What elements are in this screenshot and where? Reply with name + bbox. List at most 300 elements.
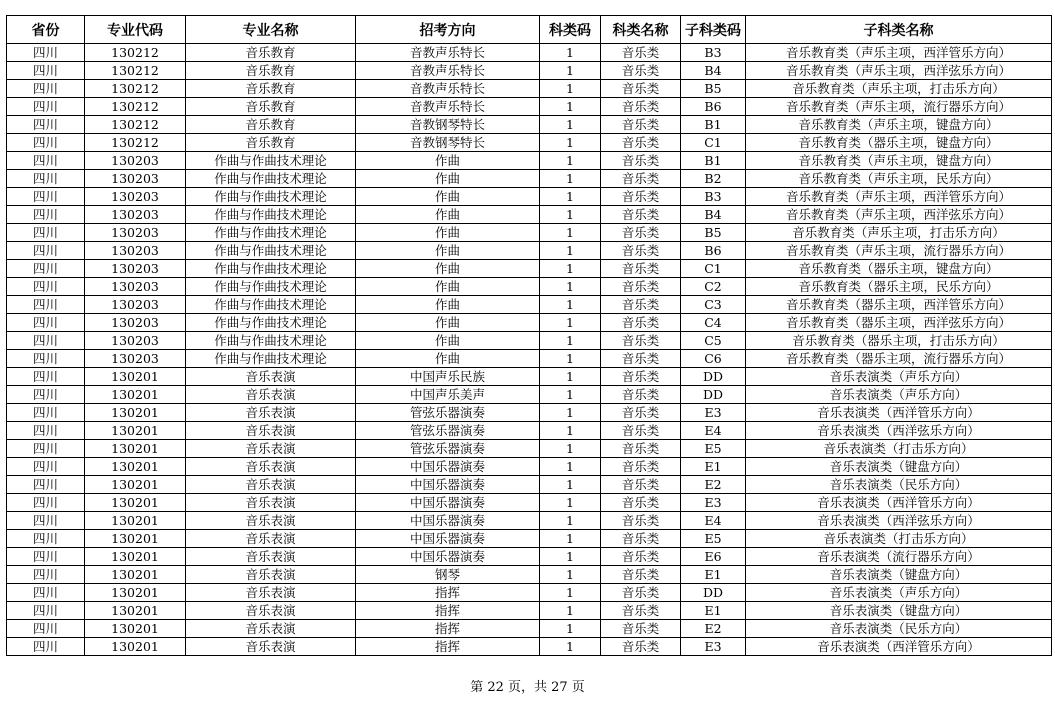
major-code-cell: 130201 [85, 494, 186, 512]
province-cell: 四川 [7, 80, 85, 98]
major-name-cell: 作曲与作曲技术理论 [186, 224, 356, 242]
province-cell: 四川 [7, 350, 85, 368]
category-code-cell: 1 [540, 206, 601, 224]
page-number: 第 22 页，共 27 页 [470, 680, 585, 695]
major-code-cell: 130203 [85, 314, 186, 332]
major-code-cell: 130212 [85, 98, 186, 116]
category-name-cell: 音乐类 [601, 98, 681, 116]
category-code-cell: 1 [540, 602, 601, 620]
major-name-cell: 音乐表演 [186, 512, 356, 530]
category-code-cell: 1 [540, 620, 601, 638]
province-cell: 四川 [7, 170, 85, 188]
category-code-cell: 1 [540, 422, 601, 440]
subcategory-name-cell: 音乐表演类（民乐方向） [746, 620, 1052, 638]
table-row [7, 116, 1052, 134]
major-code-cell: 130201 [85, 404, 186, 422]
category-name-cell: 音乐类 [601, 332, 681, 350]
subcategory-code-cell: C5 [681, 332, 746, 350]
subcategory-code-cell: E3 [681, 404, 746, 422]
table-row [7, 602, 1052, 620]
major-code-cell: 130203 [85, 260, 186, 278]
major-name-cell: 音乐教育 [186, 80, 356, 98]
major-name-cell: 音乐教育 [186, 116, 356, 134]
exam-direction-cell: 音教声乐特长 [356, 44, 540, 62]
category-name-cell: 音乐类 [601, 260, 681, 278]
province-cell: 四川 [7, 62, 85, 80]
table-row [7, 368, 1052, 386]
category-name-cell: 音乐类 [601, 476, 681, 494]
subcategory-code-cell: E5 [681, 530, 746, 548]
major-code-cell: 130201 [85, 386, 186, 404]
category-code-cell: 1 [540, 80, 601, 98]
table-row [7, 62, 1052, 80]
subcategory-name-cell: 音乐表演类（西洋管乐方向） [746, 638, 1052, 656]
category-code-cell: 1 [540, 386, 601, 404]
major-name-cell: 音乐表演 [186, 386, 356, 404]
exam-direction-cell: 中国乐器演奏 [356, 512, 540, 530]
subcategory-name-cell: 音乐表演类（西洋弦乐方向） [746, 422, 1052, 440]
exam-direction-cell: 管弦乐器演奏 [356, 404, 540, 422]
province-cell: 四川 [7, 134, 85, 152]
province-cell: 四川 [7, 116, 85, 134]
major-name-cell: 音乐表演 [186, 548, 356, 566]
exam-direction-cell: 音教声乐特长 [356, 98, 540, 116]
table-row [7, 440, 1052, 458]
table-row [7, 584, 1052, 602]
category-code-cell: 1 [540, 314, 601, 332]
major-name-cell: 作曲与作曲技术理论 [186, 170, 356, 188]
table-row [7, 260, 1052, 278]
subcategory-code-cell: B6 [681, 242, 746, 260]
category-name-cell: 音乐类 [601, 566, 681, 584]
subcategory-name-cell: 音乐表演类（声乐方向） [746, 584, 1052, 602]
category-name-cell: 音乐类 [601, 314, 681, 332]
major-name-cell: 音乐表演 [186, 476, 356, 494]
major-name-cell: 音乐表演 [186, 620, 356, 638]
category-code-cell: 1 [540, 224, 601, 242]
subcategory-name-cell: 音乐教育类（声乐主项，西洋管乐方向） [746, 44, 1052, 62]
exam-direction-cell: 作曲 [356, 170, 540, 188]
exam-direction-cell: 管弦乐器演奏 [356, 422, 540, 440]
major-name-cell: 作曲与作曲技术理论 [186, 332, 356, 350]
subcategory-code-cell: C3 [681, 296, 746, 314]
exam-direction-cell: 作曲 [356, 332, 540, 350]
major-name-cell: 作曲与作曲技术理论 [186, 188, 356, 206]
major-code-cell: 130201 [85, 638, 186, 656]
major-code-cell: 130203 [85, 188, 186, 206]
province-cell: 四川 [7, 422, 85, 440]
province-cell: 四川 [7, 368, 85, 386]
subcategory-name-cell: 音乐表演类（声乐方向） [746, 368, 1052, 386]
province-cell: 四川 [7, 152, 85, 170]
exam-direction-cell: 中国声乐美声 [356, 386, 540, 404]
category-name-cell: 音乐类 [601, 62, 681, 80]
major-name-cell: 音乐表演 [186, 422, 356, 440]
subcategory-name-cell: 音乐教育类（声乐主项，民乐方向） [746, 170, 1052, 188]
province-cell: 四川 [7, 44, 85, 62]
category-name-cell: 音乐类 [601, 134, 681, 152]
category-name-cell: 音乐类 [601, 602, 681, 620]
major-name-cell: 音乐教育 [186, 98, 356, 116]
category-name-cell: 音乐类 [601, 422, 681, 440]
category-code-cell: 1 [540, 458, 601, 476]
major-name-cell: 作曲与作曲技术理论 [186, 260, 356, 278]
category-code-cell: 1 [540, 296, 601, 314]
table-row [7, 404, 1052, 422]
exam-direction-cell: 音教声乐特长 [356, 62, 540, 80]
category-code-cell: 1 [540, 368, 601, 386]
category-name-cell: 音乐类 [601, 188, 681, 206]
category-name-cell: 音乐类 [601, 242, 681, 260]
exam-direction-cell: 中国声乐民族 [356, 368, 540, 386]
exam-direction-cell: 作曲 [356, 206, 540, 224]
category-name-cell: 音乐类 [601, 44, 681, 62]
table-row [7, 476, 1052, 494]
major-code-cell: 130203 [85, 350, 186, 368]
table-row [7, 620, 1052, 638]
major-code-cell: 130212 [85, 80, 186, 98]
major-name-cell: 作曲与作曲技术理论 [186, 278, 356, 296]
subcategory-name-cell: 音乐教育类（器乐主项，键盘方向） [746, 260, 1052, 278]
subcategory-name-cell: 音乐表演类（键盘方向） [746, 602, 1052, 620]
major-code-cell: 130203 [85, 242, 186, 260]
category-code-cell: 1 [540, 530, 601, 548]
major-name-cell: 音乐表演 [186, 494, 356, 512]
category-code-cell: 1 [540, 638, 601, 656]
province-cell: 四川 [7, 530, 85, 548]
major-name-cell: 音乐表演 [186, 404, 356, 422]
subcategory-name-cell: 音乐表演类（民乐方向） [746, 476, 1052, 494]
category-code-cell: 1 [540, 440, 601, 458]
province-cell: 四川 [7, 458, 85, 476]
table-row [7, 422, 1052, 440]
subcategory-name-cell: 音乐表演类（西洋管乐方向） [746, 494, 1052, 512]
category-name-cell: 音乐类 [601, 404, 681, 422]
data-table [6, 15, 1052, 656]
category-code-cell: 1 [540, 512, 601, 530]
category-name-cell: 音乐类 [601, 296, 681, 314]
category-code-cell: 1 [540, 566, 601, 584]
subcategory-code-cell: B1 [681, 116, 746, 134]
exam-direction-cell: 作曲 [356, 242, 540, 260]
category-code-cell: 1 [540, 62, 601, 80]
major-code-cell: 130212 [85, 62, 186, 80]
table-row [7, 80, 1052, 98]
category-code-cell: 1 [540, 260, 601, 278]
table-row [7, 638, 1052, 656]
category-code-cell: 1 [540, 476, 601, 494]
major-code-cell: 130201 [85, 440, 186, 458]
major-code-cell: 130203 [85, 152, 186, 170]
subcategory-code-cell: B5 [681, 80, 746, 98]
category-name-cell: 音乐类 [601, 512, 681, 530]
exam-direction-cell: 指挥 [356, 602, 540, 620]
exam-direction-cell: 中国乐器演奏 [356, 494, 540, 512]
header-major-code: 专业代码 [85, 16, 186, 44]
header-major-name: 专业名称 [186, 16, 356, 44]
major-code-cell: 130201 [85, 476, 186, 494]
category-code-cell: 1 [540, 134, 601, 152]
exam-direction-cell: 作曲 [356, 278, 540, 296]
major-code-cell: 130201 [85, 422, 186, 440]
category-code-cell: 1 [540, 170, 601, 188]
major-name-cell: 音乐表演 [186, 440, 356, 458]
province-cell: 四川 [7, 638, 85, 656]
header-subcategory-name: 子科类名称 [746, 16, 1052, 44]
subcategory-name-cell: 音乐表演类（声乐方向） [746, 386, 1052, 404]
major-code-cell: 130212 [85, 44, 186, 62]
major-name-cell: 作曲与作曲技术理论 [186, 296, 356, 314]
table-row [7, 386, 1052, 404]
category-name-cell: 音乐类 [601, 458, 681, 476]
category-name-cell: 音乐类 [601, 224, 681, 242]
province-cell: 四川 [7, 620, 85, 638]
exam-direction-cell: 中国乐器演奏 [356, 548, 540, 566]
exam-direction-cell: 音教钢琴特长 [356, 134, 540, 152]
table-row [7, 332, 1052, 350]
exam-direction-cell: 作曲 [356, 152, 540, 170]
subcategory-code-cell: B2 [681, 170, 746, 188]
subcategory-code-cell: E2 [681, 476, 746, 494]
major-code-cell: 130212 [85, 134, 186, 152]
major-code-cell: 130201 [85, 368, 186, 386]
exam-direction-cell: 指挥 [356, 584, 540, 602]
subcategory-code-cell: E4 [681, 512, 746, 530]
major-name-cell: 作曲与作曲技术理论 [186, 152, 356, 170]
table-row [7, 170, 1052, 188]
major-name-cell: 音乐教育 [186, 44, 356, 62]
category-name-cell: 音乐类 [601, 584, 681, 602]
exam-direction-cell: 作曲 [356, 260, 540, 278]
table-row [7, 224, 1052, 242]
major-name-cell: 作曲与作曲技术理论 [186, 242, 356, 260]
major-name-cell: 作曲与作曲技术理论 [186, 350, 356, 368]
major-code-cell: 130201 [85, 584, 186, 602]
table-row [7, 296, 1052, 314]
table-row [7, 188, 1052, 206]
subcategory-name-cell: 音乐教育类（声乐主项，流行器乐方向） [746, 242, 1052, 260]
category-code-cell: 1 [540, 116, 601, 134]
category-code-cell: 1 [540, 404, 601, 422]
category-code-cell: 1 [540, 188, 601, 206]
subcategory-name-cell: 音乐教育类（器乐主项，民乐方向） [746, 278, 1052, 296]
table-row [7, 206, 1052, 224]
province-cell: 四川 [7, 386, 85, 404]
major-name-cell: 音乐表演 [186, 566, 356, 584]
category-name-cell: 音乐类 [601, 548, 681, 566]
subcategory-code-cell: C4 [681, 314, 746, 332]
province-cell: 四川 [7, 314, 85, 332]
major-name-cell: 音乐表演 [186, 458, 356, 476]
subcategory-code-cell: B3 [681, 44, 746, 62]
exam-direction-cell: 指挥 [356, 638, 540, 656]
major-name-cell: 音乐表演 [186, 638, 356, 656]
category-code-cell: 1 [540, 548, 601, 566]
category-code-cell: 1 [540, 152, 601, 170]
major-code-cell: 130201 [85, 566, 186, 584]
subcategory-code-cell: C2 [681, 278, 746, 296]
subcategory-code-cell: E1 [681, 602, 746, 620]
province-cell: 四川 [7, 476, 85, 494]
subcategory-code-cell: E3 [681, 638, 746, 656]
major-code-cell: 130203 [85, 206, 186, 224]
exam-direction-cell: 作曲 [356, 224, 540, 242]
category-code-cell: 1 [540, 278, 601, 296]
major-code-cell: 130201 [85, 512, 186, 530]
province-cell: 四川 [7, 188, 85, 206]
major-name-cell: 音乐表演 [186, 584, 356, 602]
subcategory-code-cell: B4 [681, 206, 746, 224]
subcategory-code-cell: DD [681, 386, 746, 404]
province-cell: 四川 [7, 440, 85, 458]
subcategory-name-cell: 音乐教育类（器乐主项，键盘方向） [746, 134, 1052, 152]
subcategory-name-cell: 音乐表演类（西洋弦乐方向） [746, 512, 1052, 530]
table-row [7, 152, 1052, 170]
category-name-cell: 音乐类 [601, 116, 681, 134]
province-cell: 四川 [7, 206, 85, 224]
subcategory-code-cell: B6 [681, 98, 746, 116]
province-cell: 四川 [7, 404, 85, 422]
major-name-cell: 音乐表演 [186, 602, 356, 620]
header-row [7, 16, 1052, 44]
subcategory-name-cell: 音乐教育类（器乐主项，西洋管乐方向） [746, 296, 1052, 314]
province-cell: 四川 [7, 98, 85, 116]
subcategory-name-cell: 音乐教育类（声乐主项，流行器乐方向） [746, 98, 1052, 116]
subcategory-name-cell: 音乐表演类（西洋管乐方向） [746, 404, 1052, 422]
category-name-cell: 音乐类 [601, 494, 681, 512]
category-code-cell: 1 [540, 332, 601, 350]
exam-direction-cell: 指挥 [356, 620, 540, 638]
exam-direction-cell: 音教声乐特长 [356, 80, 540, 98]
province-cell: 四川 [7, 260, 85, 278]
table-row [7, 242, 1052, 260]
major-code-cell: 130201 [85, 458, 186, 476]
subcategory-code-cell: B5 [681, 224, 746, 242]
subcategory-code-cell: B4 [681, 62, 746, 80]
category-code-cell: 1 [540, 350, 601, 368]
subcategory-code-cell: C1 [681, 134, 746, 152]
province-cell: 四川 [7, 332, 85, 350]
subcategory-name-cell: 音乐表演类（流行器乐方向） [746, 548, 1052, 566]
subcategory-name-cell: 音乐表演类（键盘方向） [746, 566, 1052, 584]
major-code-cell: 130201 [85, 620, 186, 638]
exam-direction-cell: 管弦乐器演奏 [356, 440, 540, 458]
major-name-cell: 音乐表演 [186, 530, 356, 548]
province-cell: 四川 [7, 548, 85, 566]
table-row [7, 566, 1052, 584]
subcategory-code-cell: DD [681, 584, 746, 602]
subcategory-name-cell: 音乐教育类（器乐主项，西洋弦乐方向） [746, 314, 1052, 332]
subcategory-code-cell: E3 [681, 494, 746, 512]
major-code-cell: 130203 [85, 296, 186, 314]
table-row [7, 530, 1052, 548]
category-name-cell: 音乐类 [601, 350, 681, 368]
major-code-cell: 130201 [85, 602, 186, 620]
province-cell: 四川 [7, 584, 85, 602]
province-cell: 四川 [7, 512, 85, 530]
category-name-cell: 音乐类 [601, 386, 681, 404]
category-name-cell: 音乐类 [601, 620, 681, 638]
province-cell: 四川 [7, 242, 85, 260]
subcategory-name-cell: 音乐表演类（打击乐方向） [746, 530, 1052, 548]
category-code-cell: 1 [540, 242, 601, 260]
category-code-cell: 1 [540, 98, 601, 116]
exam-direction-cell: 钢琴 [356, 566, 540, 584]
category-code-cell: 1 [540, 44, 601, 62]
major-code-cell: 130203 [85, 170, 186, 188]
category-name-cell: 音乐类 [601, 440, 681, 458]
subcategory-name-cell: 音乐教育类（器乐主项，流行器乐方向） [746, 350, 1052, 368]
subcategory-code-cell: E1 [681, 566, 746, 584]
table-row [7, 44, 1052, 62]
major-code-cell: 130201 [85, 548, 186, 566]
subcategory-name-cell: 音乐教育类（声乐主项，打击乐方向） [746, 80, 1052, 98]
major-code-cell: 130203 [85, 332, 186, 350]
subcategory-name-cell: 音乐教育类（声乐主项，键盘方向） [746, 152, 1052, 170]
subcategory-code-cell: B3 [681, 188, 746, 206]
exam-direction-cell: 中国乐器演奏 [356, 476, 540, 494]
major-name-cell: 音乐教育 [186, 62, 356, 80]
major-name-cell: 音乐教育 [186, 134, 356, 152]
table-row [7, 98, 1052, 116]
subcategory-name-cell: 音乐教育类（器乐主项，打击乐方向） [746, 332, 1052, 350]
major-code-cell: 130203 [85, 278, 186, 296]
province-cell: 四川 [7, 494, 85, 512]
subcategory-name-cell: 音乐教育类（声乐主项，西洋弦乐方向） [746, 62, 1052, 80]
table-row [7, 512, 1052, 530]
province-cell: 四川 [7, 566, 85, 584]
subcategory-code-cell: DD [681, 368, 746, 386]
exam-direction-cell: 作曲 [356, 314, 540, 332]
province-cell: 四川 [7, 602, 85, 620]
subcategory-name-cell: 音乐教育类（声乐主项，西洋管乐方向） [746, 188, 1052, 206]
subcategory-code-cell: E2 [681, 620, 746, 638]
subcategory-name-cell: 音乐教育类（声乐主项，西洋弦乐方向） [746, 206, 1052, 224]
table-row [7, 494, 1052, 512]
category-name-cell: 音乐类 [601, 368, 681, 386]
province-cell: 四川 [7, 224, 85, 242]
header-category-code: 科类码 [540, 16, 601, 44]
subcategory-code-cell: E4 [681, 422, 746, 440]
table-body [7, 44, 1052, 656]
category-name-cell: 音乐类 [601, 152, 681, 170]
category-name-cell: 音乐类 [601, 530, 681, 548]
header-category-name: 科类名称 [601, 16, 681, 44]
category-name-cell: 音乐类 [601, 170, 681, 188]
province-cell: 四川 [7, 296, 85, 314]
major-name-cell: 作曲与作曲技术理论 [186, 206, 356, 224]
major-code-cell: 130203 [85, 224, 186, 242]
subcategory-name-cell: 音乐教育类（声乐主项，键盘方向） [746, 116, 1052, 134]
category-name-cell: 音乐类 [601, 80, 681, 98]
header-subcategory-code: 子科类码 [681, 16, 746, 44]
exam-direction-cell: 中国乐器演奏 [356, 530, 540, 548]
exam-direction-cell: 作曲 [356, 296, 540, 314]
header-exam-direction: 招考方向 [356, 16, 540, 44]
table-row [7, 350, 1052, 368]
category-name-cell: 音乐类 [601, 638, 681, 656]
subcategory-code-cell: C6 [681, 350, 746, 368]
exam-direction-cell: 音教钢琴特长 [356, 116, 540, 134]
province-cell: 四川 [7, 278, 85, 296]
header-province: 省份 [7, 16, 85, 44]
category-name-cell: 音乐类 [601, 278, 681, 296]
subcategory-name-cell: 音乐教育类（声乐主项，打击乐方向） [746, 224, 1052, 242]
table-row [7, 548, 1052, 566]
table-row [7, 314, 1052, 332]
subcategory-code-cell: E5 [681, 440, 746, 458]
subcategory-code-cell: E6 [681, 548, 746, 566]
